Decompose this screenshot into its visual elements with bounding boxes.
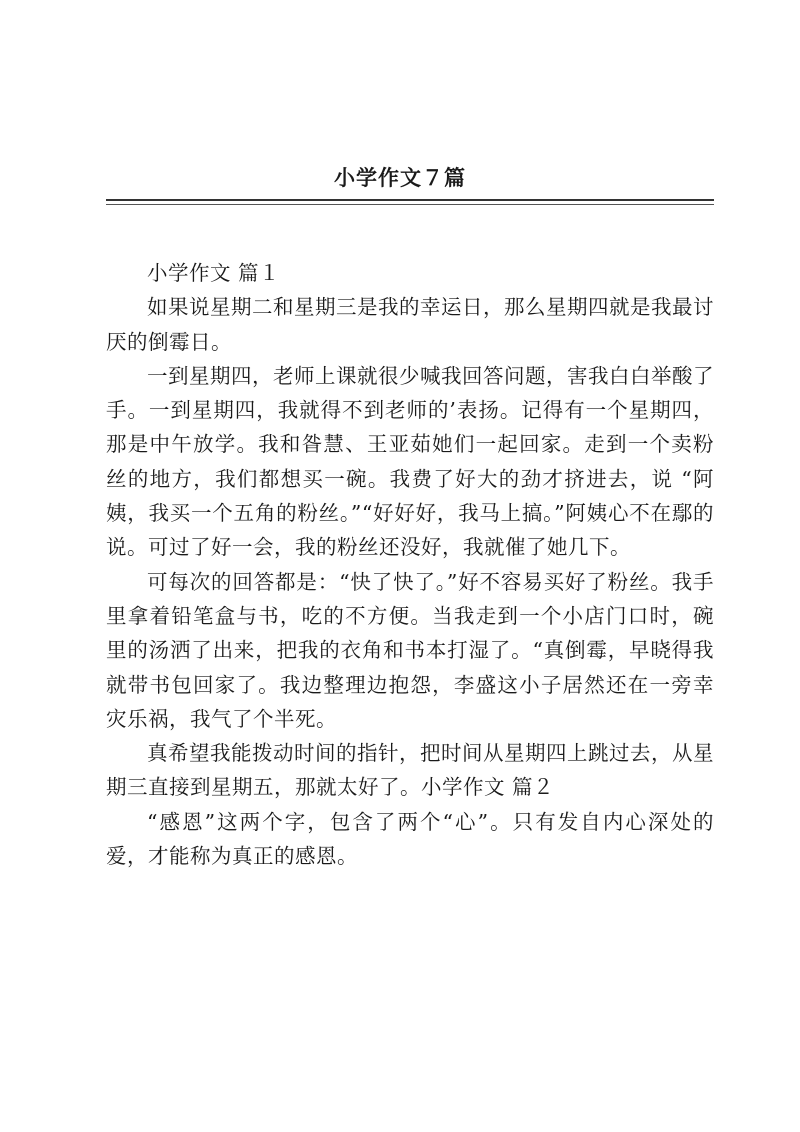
paragraph: “感恩”这两个字，包含了两个“心”。只有发自内心深处的爱，才能称为真正的感恩。 — [106, 809, 714, 869]
paragraph: 真希望我能拨动时间的指针，把时间从星期四上跳过去，从星期三直接到星期五，那就太好了。小学作文 篇２ — [106, 741, 714, 800]
paragraph: 可每次的回答都是：“快了快了。”好不容易买好了粉丝。我手里拿着铅笔盒与书，吃的不方便。当我走到一个小店门口时，碗里的汤洒了出来，把我的衣角和书本打湿了。“真倒霉，早晓得我就带书包回家了。我边整理边抱怨，李盛这小子居然还在一旁幸灾乐祸，我气了个半死。 — [106, 569, 714, 731]
document-body — [106, 256, 714, 873]
section-heading: 小学作文 篇１ — [147, 261, 281, 285]
paragraph: 一到星期四，老师上课就很少喊我回答问题，害我白白举酸了手。一到星期四，我就得不到老师的’表扬。记得有一个星期四，那是中午放学。我和昝慧、王亚茹她们一起回家。走到一个卖粉丝的地方，我们都想买一碗。我费了好大的劲才挤进去，说 “阿姨，我买一个五角的粉丝。”“好好好，我马上搞。”阿姨心不在鄢的说。可过了好一会，我的粉丝还没好，我就催了她几下。 — [106, 363, 714, 560]
paragraph: 如果说星期二和星期三是我的幸运日，那么星期四就是我最讨厌的倒霉日。 — [106, 295, 714, 354]
document-title: 小学作文７篇 — [334, 165, 466, 190]
title-rule-thick — [106, 199, 714, 201]
title-rule-thin — [106, 204, 714, 205]
